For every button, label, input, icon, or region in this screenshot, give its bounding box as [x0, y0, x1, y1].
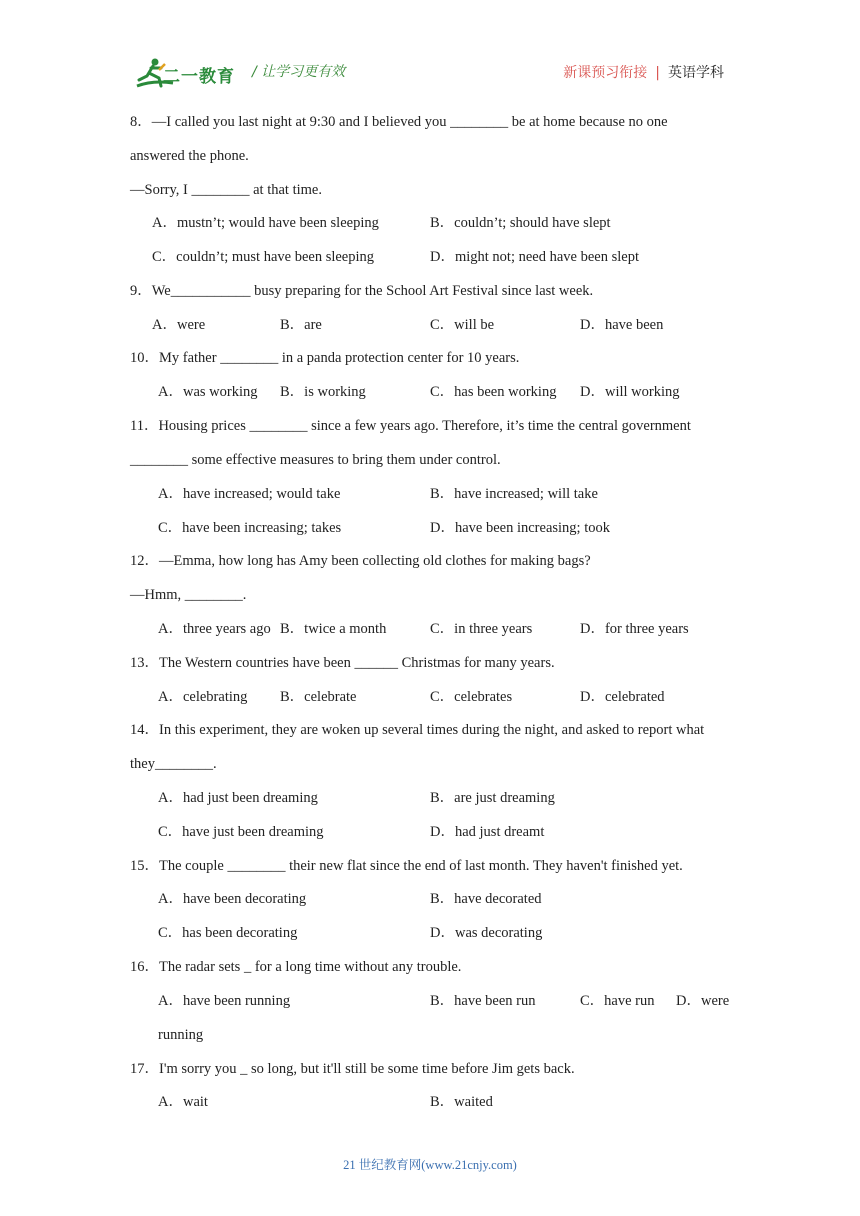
question-stem: —Hmm, ________. [130, 587, 247, 603]
question-stem: ________ some effective measures to bring them under control. [130, 452, 501, 468]
option-b[interactable]: B．have decorated [430, 891, 542, 907]
option-c[interactable]: C．has been working [430, 384, 557, 400]
header-separator: | [655, 65, 660, 81]
question-stem: 10．My father ________ in a panda protection center for 10 years. [130, 350, 520, 366]
option-b[interactable]: B．waited [430, 1094, 493, 1110]
option-b[interactable]: B．have increased; will take [430, 486, 598, 502]
option-c[interactable]: C．have been increasing; takes [158, 520, 342, 536]
option-b[interactable]: B．celebrate [280, 689, 357, 705]
logo-text: 二一教育 [163, 67, 235, 87]
option-a[interactable]: A．celebrating [158, 689, 248, 705]
option-a[interactable]: A．was working [158, 384, 258, 400]
question-stem: 14．In this experiment, they are woken up several times during the night, and asked to report what [130, 722, 705, 738]
option-a[interactable]: A．have been running [158, 993, 291, 1009]
question-stem: 11．Housing prices ________ since a few years ago. Therefore, it’s time the central government [130, 418, 691, 434]
option-c[interactable]: C．has been decorating [158, 925, 298, 941]
option-b[interactable]: B．is working [280, 384, 366, 400]
question-stem: they________. [130, 756, 217, 772]
option-b[interactable]: B．twice a month [280, 621, 387, 637]
option-a[interactable]: A．were [152, 317, 206, 333]
option-c[interactable]: C．have run [580, 993, 655, 1009]
option-a[interactable]: A．wait [158, 1094, 208, 1110]
option-c[interactable]: C．couldn’t; must have been sleeping [152, 249, 375, 265]
option-d[interactable]: D．have been [580, 317, 664, 333]
header-subject [563, 62, 724, 82]
option-b[interactable]: B．are [280, 317, 322, 333]
question-stem: 13．The Western countries have been ______ Christmas for many years. [130, 655, 555, 671]
option-d[interactable]: D．was decorating [430, 925, 543, 941]
option-b[interactable]: B．have been run [430, 993, 536, 1009]
option-c[interactable]: C．have just been dreaming [158, 824, 324, 840]
option-d[interactable]: D．were [676, 993, 730, 1009]
option-d[interactable]: D．might not; need have been slept [430, 249, 639, 265]
option-b[interactable]: B．are just dreaming [430, 790, 555, 806]
question-stem: answered the phone. [130, 148, 249, 164]
question-stem: 12．—Emma, how long has Amy been collecting old clothes for making bags? [130, 553, 591, 569]
question-stem: 15．The couple ________ their new flat since the end of last month. They haven't finished yet. [130, 858, 683, 874]
header-course: 新课预习衔接 [563, 65, 648, 81]
question-stem: 8．—I called you last night at 9:30 and I believed you ________ be at home because no one [130, 114, 668, 130]
option-a[interactable]: A．mustn’t; would have been sleeping [152, 215, 379, 231]
option-d[interactable]: D．had just dreamt [430, 824, 545, 840]
slogan: / 让学习更有效 [252, 64, 346, 80]
option-a[interactable]: A．three years ago [158, 621, 271, 637]
option-d[interactable]: D．celebrated [580, 689, 665, 705]
page-footer: 21 世纪教育网(www.21cnjy.com) [343, 1158, 517, 1172]
option-a[interactable]: A．had just been dreaming [158, 790, 318, 806]
option-c[interactable]: C．in three years [430, 621, 533, 637]
page-header [0, 0, 860, 100]
option-a[interactable]: A．have increased; would take [158, 486, 341, 502]
question-stem: 9．We___________ busy preparing for the School Art Festival since last week. [130, 283, 594, 299]
option-d-continued[interactable]: running [158, 1027, 204, 1043]
option-d[interactable]: D．have been increasing; took [430, 520, 610, 536]
option-c[interactable]: C．celebrates [430, 689, 513, 705]
question-stem: 17．I'm sorry you _ so long, but it'll still be some time before Jim gets back. [130, 1061, 575, 1077]
option-c[interactable]: C．will be [430, 317, 495, 333]
question-stem: 16．The radar sets _ for a long time without any trouble. [130, 959, 462, 975]
header-subject-label: 英语学科 [668, 65, 724, 81]
option-d[interactable]: D．will working [580, 384, 680, 400]
question-stem: —Sorry, I ________ at that time. [130, 182, 322, 198]
option-b[interactable]: B．couldn’t; should have slept [430, 215, 611, 231]
option-d[interactable]: D．for three years [580, 621, 689, 637]
option-a[interactable]: A．have been decorating [158, 891, 307, 907]
